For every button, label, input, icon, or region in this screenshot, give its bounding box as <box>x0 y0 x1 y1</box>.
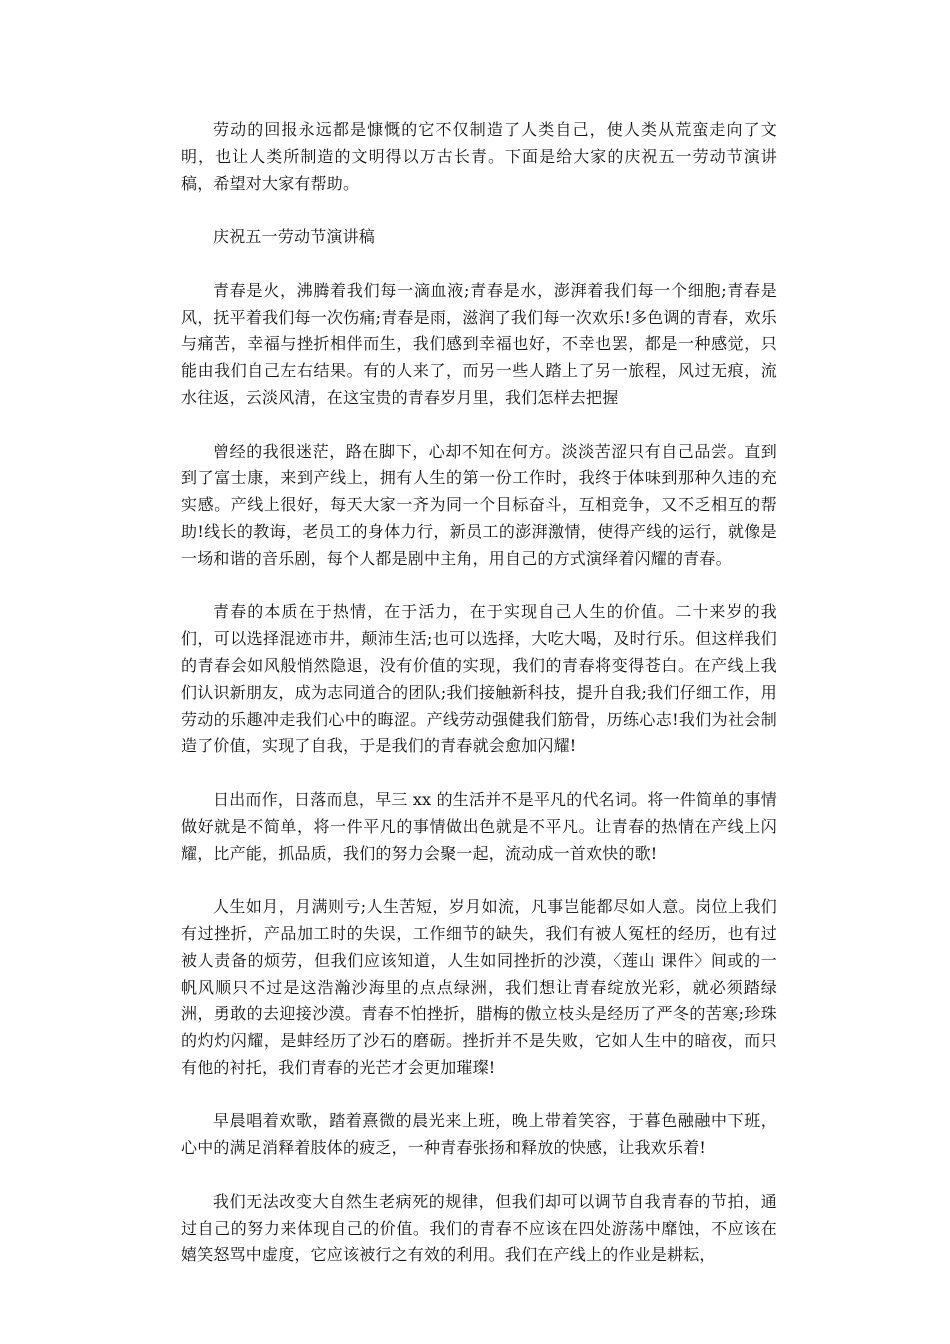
body-paragraph-4: 日出而作，日落而息，早三 xx 的生活并不是平凡的代名词。将一件简单的事情做好就是不简单，将一件平凡的事情做出色就是不平凡。让青春的热情在产线上闪耀，比产能，抓品质，我们的努力会聚一起，流动成一首欢快的歌! <box>181 789 777 863</box>
speech-title: 庆祝五一劳动节演讲稿 <box>213 227 376 247</box>
body-paragraph-6: 早晨唱着欢歌，踏着熹微的晨光来上班，晚上带着笑容，于暮色融融中下班，心中的满足消释着肢体的疲乏，一种青春张扬和释放的快感，让我欢乐着! <box>181 1111 777 1158</box>
body-paragraph-2: 曾经的我很迷茫，路在脚下，心却不知在何方。淡淡苦涩只有自己品尝。直到到了富士康，来到产线上，拥有人生的第一份工作时，我终于体味到那种久违的充实感。产线上很好，每天大家一齐为同一个目标奋斗，互相竞争，又不乏相互的帮助!线长的教诲，老员工的身体力行，新员工的澎湃激情，使得产线的运行，就像是一场和谐的音乐剧，每个人都是剧中主角，用自己的方式演绎着闪耀的青春。 <box>181 441 777 568</box>
body-paragraph-1: 青春是火，沸腾着我们每一滴血液;青春是水，澎湃着我们每一个细胞;青春是风，抚平着我们每一次伤痛;青春是雨，滋润了我们每一次欢乐!多色调的青春，欢乐与痛苦，幸福与挫折相伴而生，我们感到幸福也好，不幸也罢，都是一种感觉，只能由我们自己左右结果。有的人来了，而另一些人踏上了另一旅程，风过无痕，流水往返，云淡风清，在这宝贵的青春岁月里，我们怎样去把握 <box>181 280 777 407</box>
document-body <box>181 117 777 1296</box>
intro-paragraph: 劳动的回报永远都是慷慨的它不仅制造了人类自己，使人类从荒蛮走向了文明，也让人类所制造的文明得以万古长青。下面是给大家的庆祝五一劳动节演讲稿，希望对大家有帮助。 <box>181 120 777 193</box>
body-paragraph-7: 我们无法改变大自然生老病死的规律，但我们却可以调节自我青春的节拍，通过自己的努力来体现自己的价值。我们的青春不应该在四处游荡中靡蚀，不应该在嬉笑怒骂中虚度，它应该被行之有效的利用。我们在产线上的作业是耕耘， <box>181 1191 777 1265</box>
body-paragraph-3: 青春的本质在于热情，在于活力，在于实现自己人生的价值。二十来岁的我们，可以选择混迹市井，颠沛生活;也可以选择，大吃大喝，及时行乐。但这样我们的青春会如风般悄然隐退，没有价值的实现，我们的青春将变得苍白。在产线上我们认识新朋友，成为志同道合的团队;我们接触新科技，提升自我;我们仔细工作，用劳动的乐趣冲走我们心中的晦涩。产线劳动强健我们筋骨，历练心志!我们为社会制造了价值，实现了自我，于是我们的青春就会愈加闪耀! <box>181 602 777 756</box>
body-paragraph-5: 人生如月，月满则亏;人生苦短，岁月如流，凡事岂能都尽如人意。岗位上我们有过挫折，产品加工时的失误，工作细节的缺失，我们有被人冤枉的经历，也有过被人责备的烦劳，但我们应该知道，人生如同挫折的沙漠，〈莲山 课件〉间或的一帆风顺只不过是这浩瀚沙海里的点点绿洲，我们想让青春绽放光彩，就必须踏绿洲，勇敢的去迎接沙漠。青春不怕挫折，腊梅的傲立枝头是经历了严冬的苦寒;珍珠的灼灼闪耀，是蚌经历了沙石的磨砺。挫折并不是失败，它如人生中的暗夜，而只有他的衬托，我们青春的光芒才会更加璀璨! <box>181 897 777 1077</box>
